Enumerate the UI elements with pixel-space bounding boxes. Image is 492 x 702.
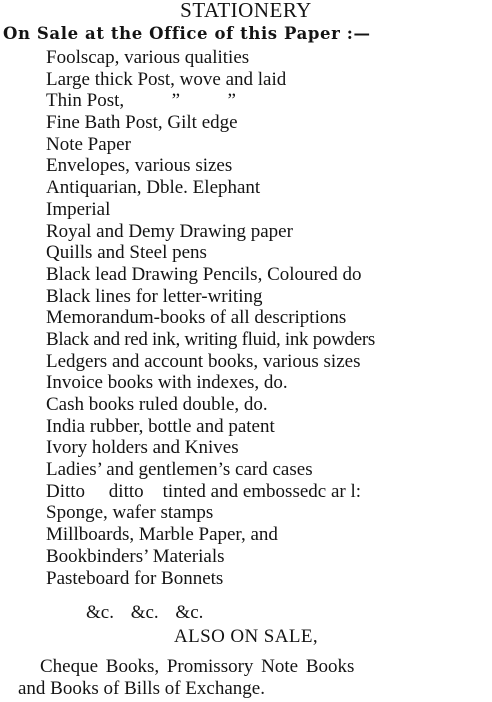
list-item: Millboards, Marble Paper, and <box>46 524 278 546</box>
list-item: Pasteboard for Bonnets <box>46 567 224 589</box>
list-item: Ivory holders and Knives <box>46 437 239 459</box>
list-item: Quills and Steel pens <box>46 242 207 264</box>
list-item: Ditto ditto tinted and embossedc ar l: <box>46 480 362 502</box>
list-item: Fine Bath Post, Gilt edge <box>46 112 238 134</box>
list-item: Foolscap, various qualities <box>46 47 250 68</box>
list-item: Black lines for letter-writing <box>46 285 263 307</box>
ad-subheading: On Sale at the Office of this Paper :— <box>3 24 371 43</box>
list-item: Ledgers and account books, various sizes <box>46 350 361 372</box>
stationery-item-list <box>46 47 375 589</box>
list-item: Thin Post, ” ” <box>46 90 236 112</box>
list-item: India rubber, bottle and patent <box>46 415 275 437</box>
list-item: Memorandum-books of all descriptions <box>46 307 347 329</box>
list-item: Royal and Demy Drawing paper <box>46 220 293 242</box>
list-item: Black and red ink, writing fluid, ink powders <box>46 328 375 350</box>
list-item: Black lead Drawing Pencils, Coloured do <box>46 263 362 285</box>
list-item: Sponge, wafer stamps <box>46 502 214 524</box>
list-item: Note Paper <box>46 133 131 155</box>
list-item: Imperial <box>46 198 111 220</box>
list-item: Bookbinders’ Materials <box>46 545 225 567</box>
closing-line-2: and Books of Bills of Exchange. <box>18 678 265 699</box>
list-item: Envelopes, various sizes <box>46 155 233 177</box>
also-on-sale-heading: ALSO ON SALE, <box>173 626 318 647</box>
list-item: Invoice books with indexes, do. <box>46 372 288 394</box>
list-item: Antiquarian, Dble. Elephant <box>46 177 261 199</box>
ad-heading: STATIONERY <box>180 0 312 22</box>
etc-line: &c. &c. &c. <box>86 602 204 623</box>
list-item: Ladies’ and gentlemen’s card cases <box>46 459 313 481</box>
list-item: Cash books ruled double, do. <box>46 394 268 415</box>
closing-line-1: Cheque Books, Promissory Note Books <box>40 656 355 677</box>
list-item: Large thick Post, wove and laid <box>46 68 287 90</box>
